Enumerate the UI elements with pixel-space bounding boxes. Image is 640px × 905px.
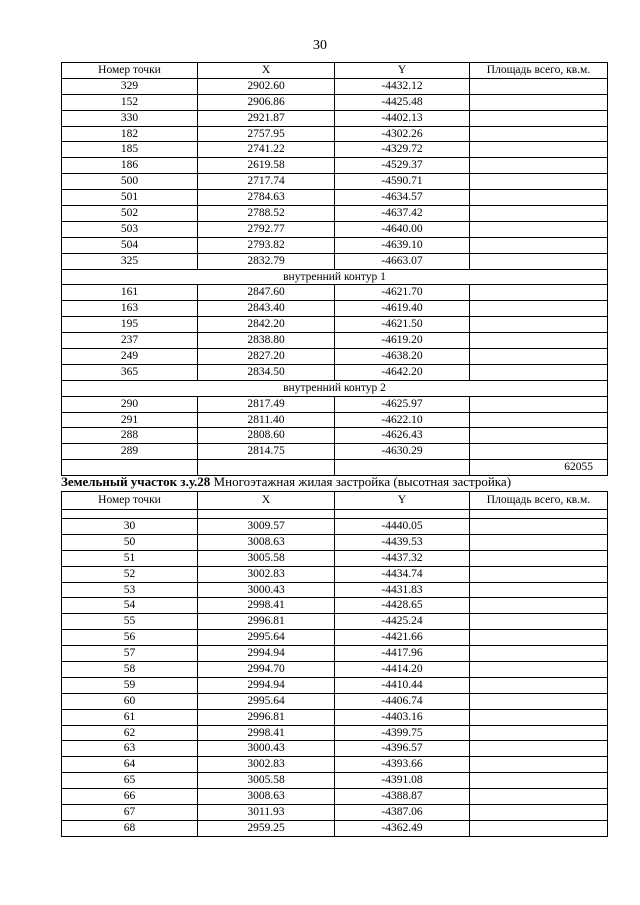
cell-y: -4410.44 xyxy=(335,677,470,693)
table-header-row xyxy=(62,63,608,79)
cell-area xyxy=(470,725,608,741)
spacer-row xyxy=(62,510,608,519)
cell-x: 2619.58 xyxy=(198,158,335,174)
cell-point-number: 68 xyxy=(62,820,198,836)
cell-y: -4529.37 xyxy=(335,158,470,174)
header-total-area: Площадь всего, кв.м. xyxy=(470,63,608,79)
cell-x: 2959.25 xyxy=(198,820,335,836)
cell-y: -4619.40 xyxy=(335,301,470,317)
cell-point-number: 61 xyxy=(62,709,198,725)
table-row xyxy=(62,741,608,757)
cell-x: 2906.86 xyxy=(198,94,335,110)
cell-area xyxy=(470,237,608,253)
cell-y: -4590.71 xyxy=(335,174,470,190)
cell-x: 3002.83 xyxy=(198,566,335,582)
cell-point-number: 500 xyxy=(62,174,198,190)
cell-y: -4434.74 xyxy=(335,566,470,582)
cell-y: -4396.57 xyxy=(335,741,470,757)
cell-x: 3008.63 xyxy=(198,534,335,550)
cell-point-number: 501 xyxy=(62,190,198,206)
cell-y: -4393.66 xyxy=(335,757,470,773)
cell-point-number: 195 xyxy=(62,317,198,333)
cell-x: 2834.50 xyxy=(198,364,335,380)
section-heading-bold: Земельный участок з.у.28 xyxy=(61,474,211,489)
cell-point-number: 51 xyxy=(62,550,198,566)
table-row xyxy=(62,709,608,725)
cell-y: -4432.12 xyxy=(335,78,470,94)
cell-area xyxy=(470,566,608,582)
header-point-number: Номер точки xyxy=(62,63,198,79)
cell-x: 2757.95 xyxy=(198,126,335,142)
table-row xyxy=(62,444,608,460)
table-row xyxy=(62,566,608,582)
table-row xyxy=(62,158,608,174)
cell-x: 2996.81 xyxy=(198,614,335,630)
header-x: X xyxy=(198,492,335,510)
header-total-area: Площадь всего, кв.м. xyxy=(470,492,608,510)
cell-point-number: 64 xyxy=(62,757,198,773)
cell-y: -4403.16 xyxy=(335,709,470,725)
cell-point-number: 30 xyxy=(62,519,198,535)
cell-point-number: 60 xyxy=(62,693,198,709)
cell-point-number: 163 xyxy=(62,301,198,317)
cell-point-number: 502 xyxy=(62,206,198,222)
cell-y: -4619.20 xyxy=(335,333,470,349)
cell-x: 3005.58 xyxy=(198,773,335,789)
cell-x: 2902.60 xyxy=(198,78,335,94)
cell-area xyxy=(470,428,608,444)
table-row xyxy=(62,534,608,550)
cell-point-number: 62 xyxy=(62,725,198,741)
cell-point-number: 290 xyxy=(62,396,198,412)
cell-x: 2832.79 xyxy=(198,253,335,269)
cell-area xyxy=(470,741,608,757)
cell-x: 3000.43 xyxy=(198,741,335,757)
cell-x: 2998.41 xyxy=(198,725,335,741)
cell-point-number: 237 xyxy=(62,333,198,349)
cell-area xyxy=(470,221,608,237)
cell-point-number: 325 xyxy=(62,253,198,269)
table-row xyxy=(62,396,608,412)
table-row xyxy=(62,364,608,380)
cell-point-number: 503 xyxy=(62,221,198,237)
table-row xyxy=(62,285,608,301)
table-row xyxy=(62,412,608,428)
table-row xyxy=(62,78,608,94)
cell-x: 2995.64 xyxy=(198,693,335,709)
cell-x: 2996.81 xyxy=(198,709,335,725)
cell-x: 2808.60 xyxy=(198,428,335,444)
cell-area xyxy=(470,646,608,662)
table-row xyxy=(62,662,608,678)
cell-y xyxy=(335,510,470,519)
cell-point-number: 57 xyxy=(62,646,198,662)
cell-y: -4621.50 xyxy=(335,317,470,333)
header-x: X xyxy=(198,63,335,79)
total-area-value: 62055 xyxy=(470,460,608,476)
cell-area xyxy=(470,190,608,206)
table-row xyxy=(62,614,608,630)
cell-area xyxy=(470,519,608,535)
cell-area xyxy=(470,534,608,550)
header-y: Y xyxy=(335,492,470,510)
cell-area xyxy=(470,757,608,773)
cell-area xyxy=(470,582,608,598)
cell-y: -4431.83 xyxy=(335,582,470,598)
table-row xyxy=(62,519,608,535)
cell-area xyxy=(470,317,608,333)
header-point-number: Номер точки xyxy=(62,492,198,510)
table-row xyxy=(62,582,608,598)
contour-title: внутренний контур 1 xyxy=(62,269,608,285)
cell-area xyxy=(470,94,608,110)
cell-x: 2994.70 xyxy=(198,662,335,678)
cell-x: 2817.49 xyxy=(198,396,335,412)
cell-y: -4642.20 xyxy=(335,364,470,380)
cell-point-number: 504 xyxy=(62,237,198,253)
cell-x: 2842.20 xyxy=(198,317,335,333)
table-row xyxy=(62,757,608,773)
cell-area xyxy=(470,598,608,614)
table-row xyxy=(62,94,608,110)
cell-area xyxy=(470,364,608,380)
cell-point-number: 63 xyxy=(62,741,198,757)
cell-area xyxy=(470,78,608,94)
table-row xyxy=(62,677,608,693)
table-header-row xyxy=(62,492,608,510)
cell-area xyxy=(470,614,608,630)
page-number: 30 xyxy=(313,38,327,53)
table-row xyxy=(62,190,608,206)
cell-y: -4437.32 xyxy=(335,550,470,566)
cell-y: -4638.20 xyxy=(335,349,470,365)
table-row xyxy=(62,805,608,821)
cell-y: -4406.74 xyxy=(335,693,470,709)
cell-y: -4630.29 xyxy=(335,444,470,460)
cell-point-number: 59 xyxy=(62,677,198,693)
table-row xyxy=(62,428,608,444)
cell-x: 2995.64 xyxy=(198,630,335,646)
table-row xyxy=(62,550,608,566)
table-row xyxy=(62,206,608,222)
cell-y: -4391.08 xyxy=(335,773,470,789)
cell-point-number: 52 xyxy=(62,566,198,582)
cell-y: -4425.24 xyxy=(335,614,470,630)
cell-area xyxy=(470,550,608,566)
cell-y: -4634.57 xyxy=(335,190,470,206)
cell-x: 2792.77 xyxy=(198,221,335,237)
table-row xyxy=(62,317,608,333)
table-row xyxy=(62,126,608,142)
cell-point-number: 365 xyxy=(62,364,198,380)
table-row xyxy=(62,789,608,805)
cell-x: 3002.83 xyxy=(198,757,335,773)
cell-y: -4421.66 xyxy=(335,630,470,646)
cell-area xyxy=(470,110,608,126)
table-row xyxy=(62,174,608,190)
cell-point-number: 58 xyxy=(62,662,198,678)
table-row xyxy=(62,349,608,365)
cell-y: -4639.10 xyxy=(335,237,470,253)
table-row xyxy=(62,693,608,709)
cell-x: 2741.22 xyxy=(198,142,335,158)
cell-point-number: 329 xyxy=(62,78,198,94)
cell-y: -4414.20 xyxy=(335,662,470,678)
cell-y: -4621.70 xyxy=(335,285,470,301)
cell-area xyxy=(470,412,608,428)
cell-y: -4417.96 xyxy=(335,646,470,662)
cell-y: -4402.13 xyxy=(335,110,470,126)
cell-y: -4329.72 xyxy=(335,142,470,158)
cell-area xyxy=(470,677,608,693)
cell-area xyxy=(470,126,608,142)
table-row xyxy=(62,110,608,126)
cell-y: -4302.26 xyxy=(335,126,470,142)
cell-x: 2998.41 xyxy=(198,598,335,614)
cell-x: 2847.60 xyxy=(198,285,335,301)
cell-area xyxy=(470,693,608,709)
cell-area xyxy=(470,285,608,301)
cell-area xyxy=(470,510,608,519)
cell-y: -4362.49 xyxy=(335,820,470,836)
cell-y: -4388.87 xyxy=(335,789,470,805)
cell-area xyxy=(470,158,608,174)
cell-y: -4425.48 xyxy=(335,94,470,110)
cell-x: 2814.75 xyxy=(198,444,335,460)
section-heading-text: Многоэтажная жилая застройка (высотная застройка) xyxy=(210,474,512,489)
cell-area xyxy=(470,206,608,222)
cell-x: 2793.82 xyxy=(198,237,335,253)
cell-area xyxy=(470,709,608,725)
cell-y: -4428.65 xyxy=(335,598,470,614)
cell-y: -4387.06 xyxy=(335,805,470,821)
table-row xyxy=(62,142,608,158)
table-row xyxy=(62,725,608,741)
cell-point-number: 291 xyxy=(62,412,198,428)
cell-area xyxy=(470,396,608,412)
cell-x: 2994.94 xyxy=(198,646,335,662)
cell-y: -4625.97 xyxy=(335,396,470,412)
cell-area xyxy=(470,820,608,836)
cell-x xyxy=(198,510,335,519)
cell-point-number: 186 xyxy=(62,158,198,174)
cell-point-number: 288 xyxy=(62,428,198,444)
cell-point-number: 249 xyxy=(62,349,198,365)
cell-x: 3000.43 xyxy=(198,582,335,598)
cell-x: 3005.58 xyxy=(198,550,335,566)
cell-area xyxy=(470,349,608,365)
cell-x: 3011.93 xyxy=(198,805,335,821)
cell-x: 2784.63 xyxy=(198,190,335,206)
table-row xyxy=(62,773,608,789)
cell-point-number: 50 xyxy=(62,534,198,550)
cell-area xyxy=(470,630,608,646)
coordinates-table-2 xyxy=(61,491,608,837)
cell-point-number: 185 xyxy=(62,142,198,158)
section-heading xyxy=(61,474,621,490)
coordinates-table-1 xyxy=(61,62,608,476)
cell-x: 2843.40 xyxy=(198,301,335,317)
cell-x: 3008.63 xyxy=(198,789,335,805)
cell-area xyxy=(470,333,608,349)
cell-area xyxy=(470,789,608,805)
cell-y: -4399.75 xyxy=(335,725,470,741)
cell-y: -4622.10 xyxy=(335,412,470,428)
cell-area xyxy=(470,444,608,460)
table-row xyxy=(62,221,608,237)
cell-y: -4439.53 xyxy=(335,534,470,550)
cell-area xyxy=(470,142,608,158)
table-row xyxy=(62,820,608,836)
cell-area xyxy=(470,253,608,269)
table-row xyxy=(62,630,608,646)
cell-area xyxy=(470,805,608,821)
table-row xyxy=(62,301,608,317)
cell-point-number xyxy=(62,510,198,519)
cell-x: 2827.20 xyxy=(198,349,335,365)
cell-point-number: 54 xyxy=(62,598,198,614)
cell-point-number: 55 xyxy=(62,614,198,630)
cell-y: -4637.42 xyxy=(335,206,470,222)
cell-y: -4440.05 xyxy=(335,519,470,535)
cell-x: 2994.94 xyxy=(198,677,335,693)
cell-y: -4626.43 xyxy=(335,428,470,444)
cell-y: -4663.07 xyxy=(335,253,470,269)
cell-point-number: 330 xyxy=(62,110,198,126)
cell-point-number: 65 xyxy=(62,773,198,789)
table-row xyxy=(62,646,608,662)
cell-x: 2717.74 xyxy=(198,174,335,190)
table-row xyxy=(62,253,608,269)
cell-y: -4640.00 xyxy=(335,221,470,237)
cell-area xyxy=(470,301,608,317)
cell-area xyxy=(470,773,608,789)
cell-point-number: 182 xyxy=(62,126,198,142)
cell-area xyxy=(470,174,608,190)
cell-point-number: 67 xyxy=(62,805,198,821)
cell-x: 2838.80 xyxy=(198,333,335,349)
cell-x: 2921.87 xyxy=(198,110,335,126)
table-row xyxy=(62,237,608,253)
cell-point-number: 152 xyxy=(62,94,198,110)
cell-point-number: 56 xyxy=(62,630,198,646)
table-row xyxy=(62,333,608,349)
cell-point-number: 66 xyxy=(62,789,198,805)
cell-point-number: 161 xyxy=(62,285,198,301)
contour-title-row xyxy=(62,380,608,396)
cell-x: 3009.57 xyxy=(198,519,335,535)
cell-x: 2788.52 xyxy=(198,206,335,222)
contour-title-row xyxy=(62,269,608,285)
cell-point-number: 53 xyxy=(62,582,198,598)
header-y: Y xyxy=(335,63,470,79)
contour-title: внутренний контур 2 xyxy=(62,380,608,396)
cell-area xyxy=(470,662,608,678)
cell-point-number: 289 xyxy=(62,444,198,460)
table-row xyxy=(62,598,608,614)
cell-x: 2811.40 xyxy=(198,412,335,428)
